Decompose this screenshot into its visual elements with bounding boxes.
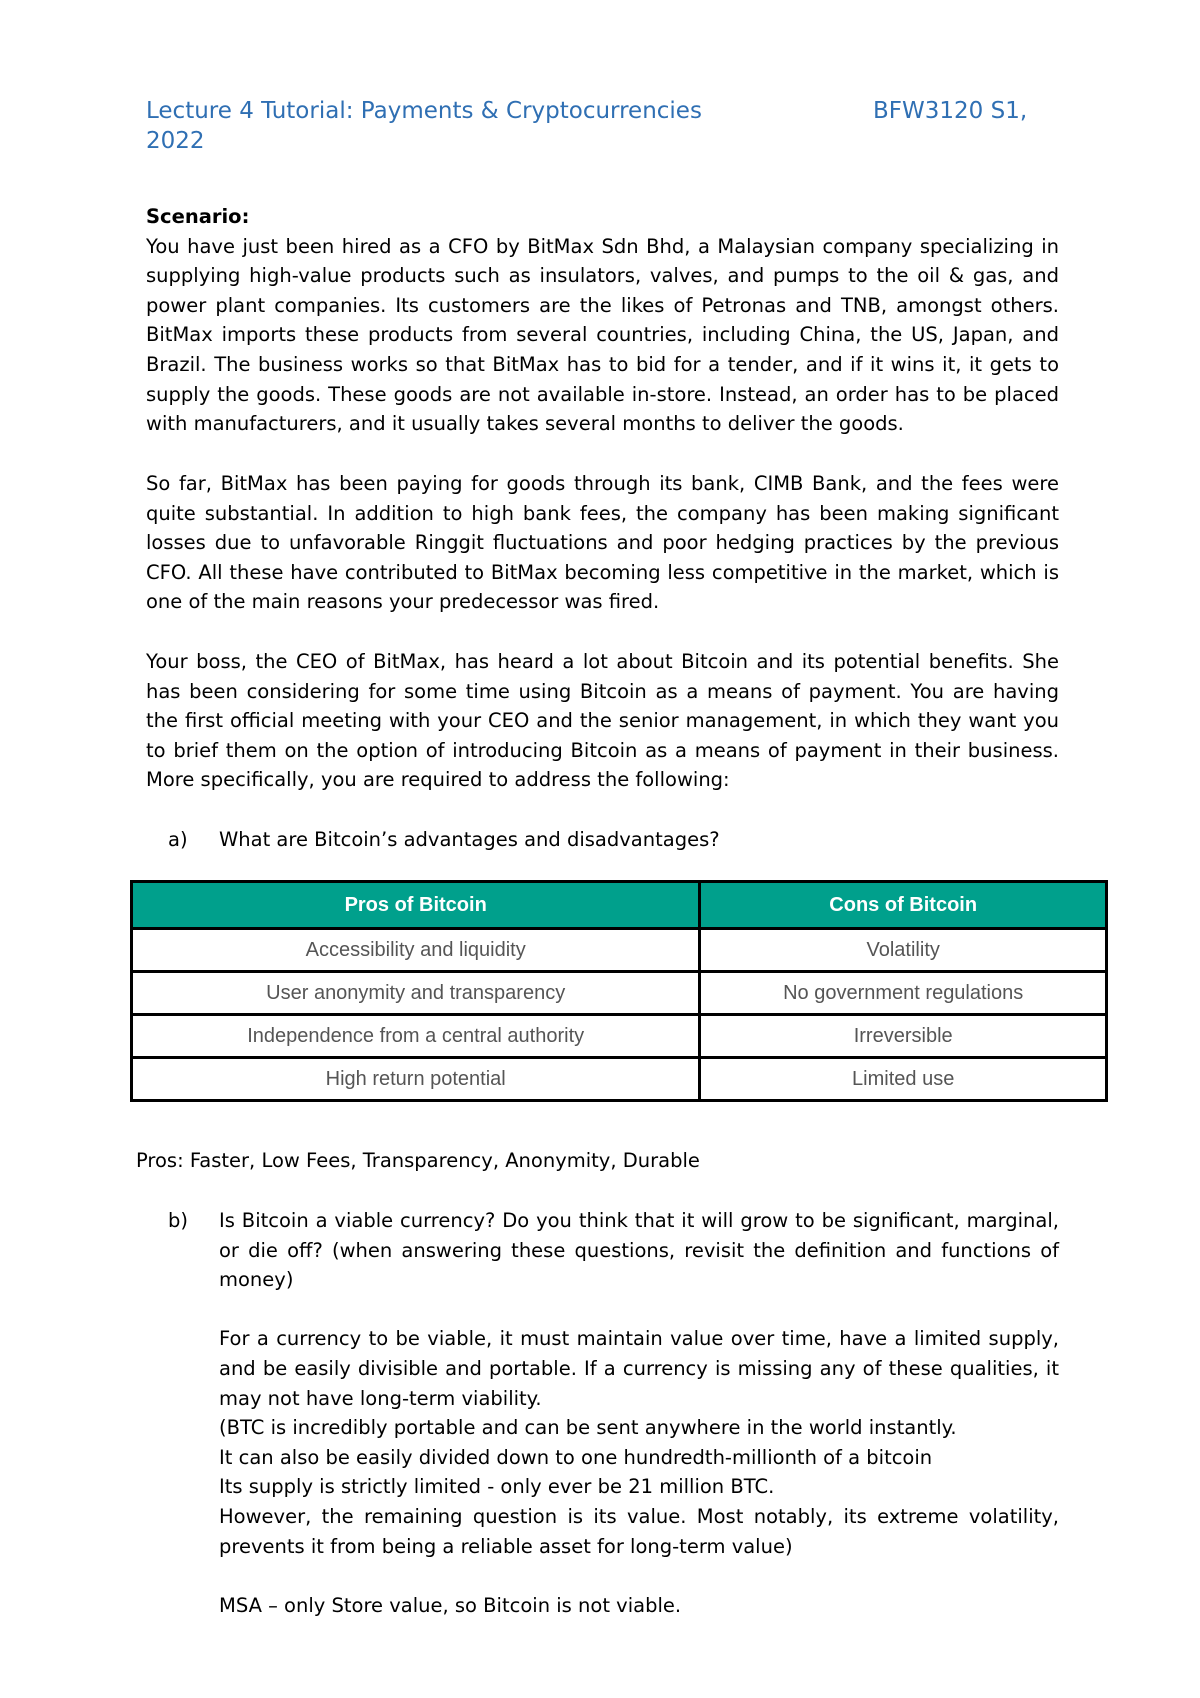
table-row [132, 1015, 1107, 1058]
question-a-text: What are Bitcoin’s advantages and disadvantages? [219, 828, 720, 851]
pros-summary: Pros: Faster, Low Fees, Transparency, Anonymity, Durable [136, 1149, 700, 1172]
scenario-paragraph-1: You have just been hired as a CFO by BitMax Sdn Bhd, a Malaysian company specializing in supplying high-value products such as insulators, valves, and pumps to the oil & gas, and power plant companies. Its customers are the likes of Petronas and TNB, amongst others. BitMax imports these products from several countries, including China, the US, Japan, and Brazil. The business works so that BitMax has to bid for a tender, and if it wins it, it gets to supply the goods. These goods are not available in-store. Instead, an order has to be placed with manufacturers, and it usually takes several months to deliver the goods. [146, 234, 1059, 436]
table-row [132, 929, 1107, 972]
pro-cell: High return potential [132, 1058, 700, 1101]
pros-cons-table [130, 880, 1108, 1102]
table-row [132, 1058, 1107, 1101]
question-a [168, 825, 1059, 855]
document-header [146, 96, 1046, 156]
con-cell: Limited use [700, 1058, 1107, 1101]
header-cons: Cons of Bitcoin [700, 882, 1107, 929]
answer-line-supply: Its supply is strictly limited - only ever be 21 million BTC. [219, 1475, 775, 1499]
con-cell: No government regulations [700, 972, 1107, 1015]
course-year: 2022 [146, 128, 205, 154]
lecture-title: Lecture 4 Tutorial: Payments & Cryptocurrencies [146, 98, 702, 124]
question-a-marker: a) [168, 828, 188, 851]
pro-cell: User anonymity and transparency [132, 972, 700, 1015]
scenario-label: Scenario: [146, 205, 250, 228]
question-b [168, 1206, 1059, 1620]
con-cell: Irreversible [700, 1015, 1107, 1058]
question-b-text: Is Bitcoin a viable currency? Do you think that it will grow to be significant, marginal, or die off? (when answering these questions, revisit the definition and functions of money) [219, 1209, 1059, 1292]
answer-line-portable: (BTC is incredibly portable and can be sent anywhere in the world instantly. [219, 1416, 957, 1440]
header-pros: Pros of Bitcoin [132, 882, 700, 929]
question-b-content [219, 1206, 1059, 1620]
pro-cell: Independence from a central authority [132, 1015, 700, 1058]
answer-msa: MSA – only Store value, so Bitcoin is not viable. [219, 1593, 682, 1617]
con-cell: Volatility [700, 929, 1107, 972]
table-header-row [132, 882, 1107, 929]
scenario-section [146, 202, 1059, 439]
pro-cell: Accessibility and liquidity [132, 929, 700, 972]
answer-line-value: However, the remaining question is its value. Most notably, its extreme volatility, prevents it from being a reliable asset for long-term value) [219, 1504, 1059, 1558]
table-row [132, 972, 1107, 1015]
course-code: BFW3120 S1, [873, 98, 1028, 124]
scenario-paragraph-2: So far, BitMax has been paying for goods through its bank, CIMB Bank, and the fees were quite substantial. In addition to high bank fees, the company has been making significant losses due to unfavorable Ringgit fluctuations and poor hedging practices by the previous CFO. All these have contributed to BitMax becoming less competitive in the market, which is one of the main reasons your predecessor was fired. [146, 472, 1059, 614]
scenario-paragraph-3: Your boss, the CEO of BitMax, has heard a lot about Bitcoin and its potential benefits. She has been considering for some time using Bitcoin as a means of payment. You are having the first official meeting with your CEO and the senior management, in which they want you to brief them on the option of introducing Bitcoin as a means of payment in their business. More specifically, you are required to address the following: [146, 650, 1059, 792]
answer-line-divisible: It can also be easily divided down to one hundredth-millionth of a bitcoin [219, 1445, 933, 1469]
question-b-marker: b) [168, 1209, 188, 1232]
answer-paragraph: For a currency to be viable, it must maintain value over time, have a limited supply, and be easily divisible and portable. If a currency is missing any of these qualities, it may not have long-term viability. [219, 1327, 1059, 1410]
